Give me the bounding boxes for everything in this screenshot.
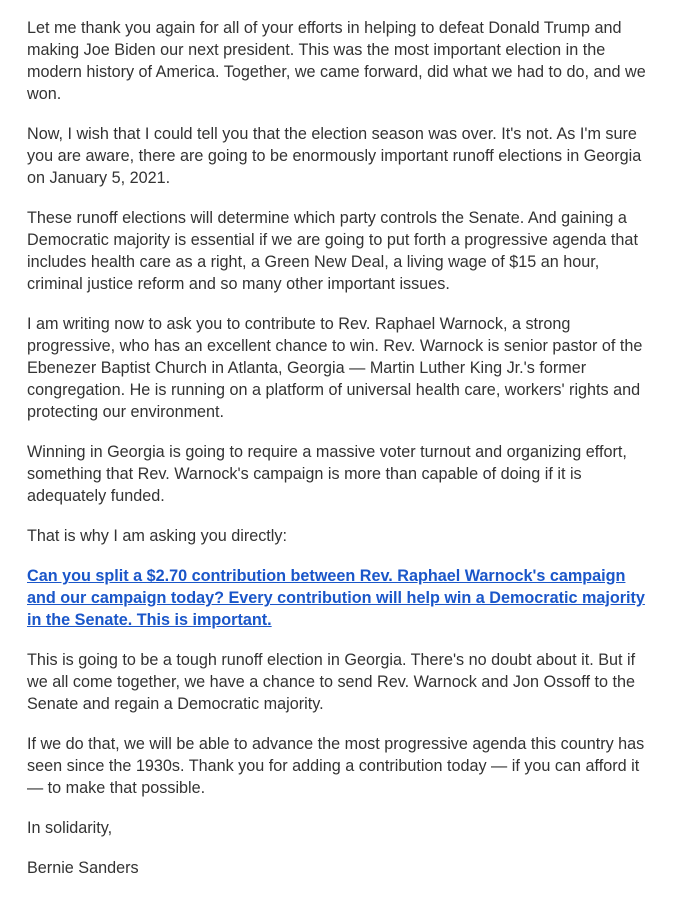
paragraph-georgia-turnout: Winning in Georgia is going to require a massive voter turnout and organizing effort, something that Rev. Warnock's campaign is more than capable of doing if it is adequately funded. <box>27 443 627 505</box>
signature: Bernie Sanders <box>27 859 139 877</box>
paragraph-asking-directly: That is why I am asking you directly: <box>27 527 287 545</box>
paragraph-tough-runoff: This is going to be a tough runoff election in Georgia. There's no doubt about it. But if we all come together, we have a chance to send Rev. Warnock and Jon Ossoff to the Senate and regain a Democratic majority. <box>27 651 636 713</box>
paragraph-election-season: Now, I wish that I could tell you that the election season was over. It's not. As I'm sure you are aware, there are going to be enormously important runoff elections in Georgia on January 5, 2021. <box>27 125 642 187</box>
paragraph-thank-you: Let me thank you again for all of your efforts in helping to defeat Donald Trump and making Joe Biden our next president. This was the most important election in the modern history of America. Together, we came forward, did what we had to do, and we won. <box>27 19 646 103</box>
email-body <box>27 17 657 897</box>
paragraph-warnock-intro: I am writing now to ask you to contribute to Rev. Raphael Warnock, a strong progressive, who has an excellent chance to win. Rev. Warnock is senior pastor of the Ebenezer Baptist Church in Atlanta, Georgia — Martin Luther King Jr.'s former congregation. He is running on a platform of universal health care, workers' rights and protecting our environment. <box>27 315 643 421</box>
paragraph-runoff-senate: These runoff elections will determine which party controls the Senate. And gaining a Democratic majority is essential if we are going to put forth a progressive agenda that includes health care as a right, a Green New Deal, a living wage of $15 an hour, criminal justice reform and so many other important issues. <box>27 209 638 293</box>
paragraph-progressive-agenda: If we do that, we will be able to advance the most progressive agenda this country has seen since the 1930s. Thank you for adding a contribution today — if you can afford it — to make that possible. <box>27 735 645 797</box>
cta-paragraph <box>27 565 657 631</box>
contribution-link[interactable]: Can you split a $2.70 contribution between Rev. Raphael Warnock's campaign and our campaign today? Every contribution will help win a Democratic majority in the Senate. This is important. <box>27 567 645 629</box>
sign-off: In solidarity, <box>27 819 113 837</box>
